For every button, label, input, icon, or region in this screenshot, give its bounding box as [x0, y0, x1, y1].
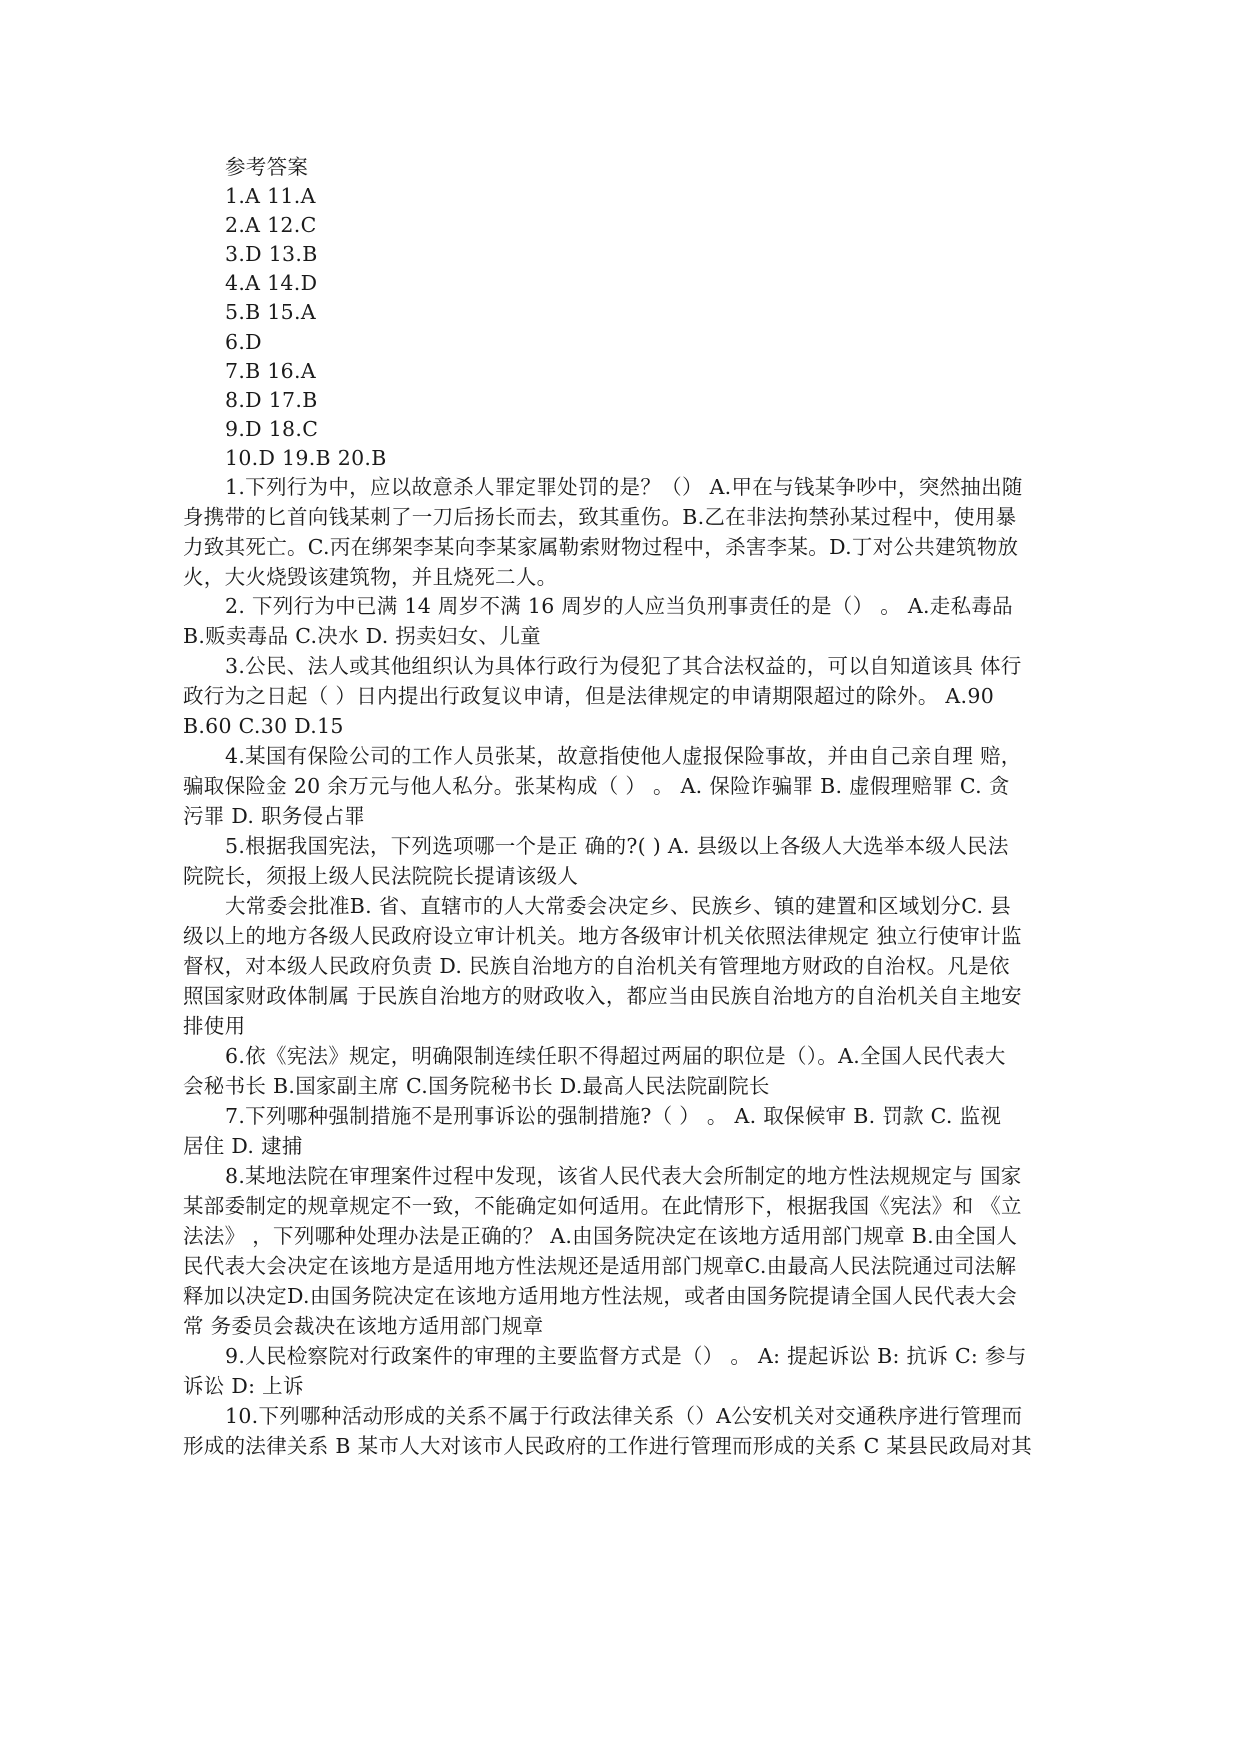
answer-line: 5.B 15.A	[225, 300, 316, 324]
question-5-continued-line: 督权，对本级人民政府负责 D. 民族自治地方的自治机关有管理地方财政的自治权。凡是依	[183, 954, 1010, 978]
question-4-line: 污罪 D. 职务侵占罪	[183, 804, 366, 828]
question-4-line: 4.某国有保险公司的工作人员张某，故意指使他人虚报保险事故，并由自己亲自理 赔，	[225, 744, 1022, 768]
question-5-continued-line: 照国家财政体制属 于民族自治地方的财政收入，都应当由民族自治地方的自治机关自主地安	[183, 984, 1022, 1008]
question-10-line: 形成的法律关系 B 某市人大对该市人民政府的工作进行管理而形成的关系 C 某县民政局对其	[183, 1434, 1033, 1458]
question-7-line: 居住 D. 逮捕	[183, 1134, 303, 1158]
question-5-continued-line: 大常委会批准B. 省、直辖市的人大常委会决定乡、民族乡、镇的建置和区域划分C. 县	[225, 894, 1011, 918]
question-2-line: 2. 下列行为中已满 14 周岁不满 16 周岁的人应当负刑事责任的是（） 。 A.走私毒品	[225, 594, 1013, 618]
question-7-line: 7.下列哪种强制措施不是刑事诉讼的强制措施?（ ） 。 A. 取保候审 B. 罚款 C. 监视	[225, 1104, 1002, 1128]
question-8-line: 常 务委员会裁决在该地方适用部门规章	[183, 1314, 544, 1338]
answer-line: 7.B 16.A	[225, 359, 316, 383]
question-8-line: 民代表大会决定在该地方是适用地方性法规还是适用部门规章C.由最高人民法院通过司法解	[183, 1254, 1017, 1278]
question-8-line: 释加以决定D.由国务院决定在该地方适用地方性法规，或者由国务院提请全国人民代表大会	[183, 1284, 1018, 1308]
answer-key-title: 参考答案	[225, 155, 309, 179]
answer-line: 4.A 14.D	[225, 271, 318, 295]
answer-line: 9.D 18.C	[225, 417, 319, 441]
question-5-continued-line: 级以上的地方各级人民政府设立审计机关。地方各级审计机关依照法律规定 独立行使审计监	[183, 924, 1022, 948]
question-1-line: 火，大火烧毁该建筑物，并且烧死二人。	[183, 565, 558, 589]
question-6-line: 6.依《宪法》规定，明确限制连续任职不得超过两届的职位是（）。A.全国人民代表大	[225, 1044, 1006, 1068]
answer-line: 8.D 17.B	[225, 388, 318, 412]
question-4-line: 骗取保险金 20 余万元与他人私分。张某构成（ ） 。 A. 保险诈骗罪 B. 虚假理赔罪 C. 贪	[183, 774, 1010, 798]
question-3-line: 政行为之日起（ ）日内提出行政复议申请，但是法律规定的申请期限超过的除外。 A.90	[183, 684, 995, 708]
question-1-line: 身携带的匕首向钱某刺了一刀后扬长而去，致其重伤。B.乙在非法拘禁孙某过程中，使用暴	[183, 505, 1017, 529]
question-5-continued-line: 排使用	[183, 1014, 246, 1038]
question-3-line: 3.公民、法人或其他组织认为具体行政行为侵犯了其合法权益的，可以自知道该具 体行	[225, 654, 1022, 678]
question-3-line: B.60 C.30 D.15	[183, 714, 344, 738]
question-10-line: 10.下列哪种活动形成的关系不属于行政法律关系（）A公安机关对交通秩序进行管理而	[225, 1404, 1023, 1428]
question-5-line: 5.根据我国宪法，下列选项哪一个是正 确的?( ) A. 县级以上各级人大选举本级人民法	[225, 834, 1009, 858]
answer-line: 10.D 19.B 20.B	[225, 446, 387, 470]
question-9-line: 诉讼 D: 上诉	[183, 1374, 304, 1398]
question-2-line: B.贩卖毒品 C.决水 D. 拐卖妇女、儿童	[183, 624, 541, 648]
answer-line: 1.A 11.A	[225, 184, 316, 208]
question-5-line: 院院长，须报上级人民法院院长提请该级人	[183, 864, 579, 888]
question-1-line: 力致其死亡。C.丙在绑架李某向李某家属勒索财物过程中，杀害李某。D.丁对公共建筑物放	[183, 535, 1019, 559]
question-8-line: 法法》 ，下列哪种处理办法是正确的？ A.由国务院决定在该地方适用部门规章 B.由全国人	[183, 1224, 1018, 1248]
question-1-line: 1.下列行为中，应以故意杀人罪定罪处罚的是？（） A.甲在与钱某争吵中，突然抽出随	[225, 475, 1023, 499]
question-8-line: 某部委制定的规章规定不一致，不能确定如何适用。在此情形下，根据我国《宪法》和 《立	[183, 1194, 1022, 1218]
question-9-line: 9.人民检察院对行政案件的审理的主要监督方式是（） 。 A: 提起诉讼 B: 抗诉 C: 参与	[225, 1344, 1027, 1368]
question-8-line: 8.某地法院在审理案件过程中发现，该省人民代表大会所制定的地方性法规规定与 国家	[225, 1164, 1022, 1188]
question-6-line: 会秘书长 B.国家副主席 C.国务院秘书长 D.最高人民法院副院长	[183, 1074, 770, 1098]
answer-line: 6.D	[225, 330, 262, 354]
answer-line: 2.A 12.C	[225, 213, 317, 237]
answer-line: 3.D 13.B	[225, 242, 318, 266]
